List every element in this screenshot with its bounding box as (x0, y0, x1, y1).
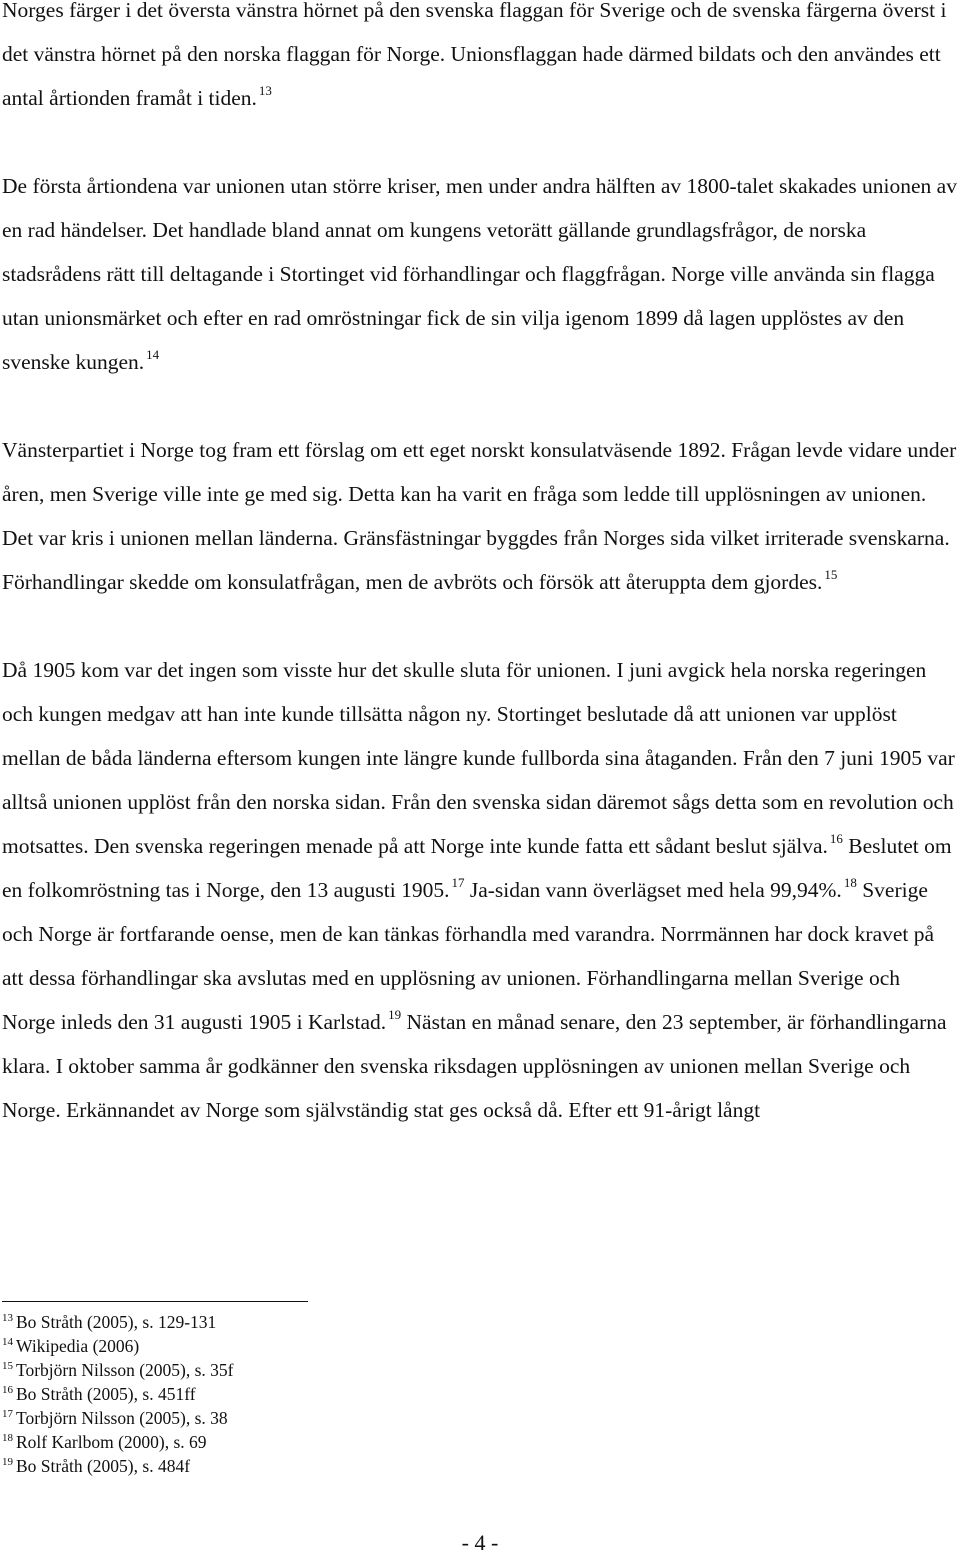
footnote-number: 13 (2, 1312, 13, 1324)
document-body (2, 0, 957, 1132)
footnote (2, 1358, 702, 1382)
page-number: - 4 - (461, 1530, 499, 1555)
footnote (2, 1406, 702, 1430)
footnote-text: Bo Stråth (2005), s. 484f (16, 1456, 191, 1476)
paragraph (2, 428, 957, 604)
footnote-text: Bo Stråth (2005), s. 129-131 (16, 1312, 217, 1332)
footnote-text: Bo Stråth (2005), s. 451ff (16, 1384, 196, 1404)
paragraph-text: De första årtiondena var unionen utan större kriser, men under andra hälften av 1800-talet skakades unionen av en rad händelser. Det handlade bland annat om kungens vetorätt gällande grundlagsfrågor, de norska stadsrådens rätt till deltagande i Stortinget vid förhandlingar och flaggfrågan. Norge ville använda sin flagga utan unionsmärket och efter en rad omröstningar fick de sin vilja igenom 1899 då lagen upplöstes av den svenske kungen. (2, 174, 957, 374)
footnote-text: Rolf Karlbom (2000), s. 69 (16, 1432, 207, 1452)
footnote-ref: 14 (146, 347, 160, 362)
paragraph-text: Vänsterpartiet i Norge tog fram ett förslag om ett eget norskt konsulatväsende 1892. Frågan levde vidare under åren, men Sverige ville inte ge med sig. Detta kan ha varit en fråga som ledde till upplösningen av unionen. Det var kris i unionen mellan länderna. Gränsfästningar byggdes från Norges sida vilket irriterade svenskarna. Förhandlingar skedde om konsulatfrågan, men de avbröts och försök att återuppta dem gjordes. (2, 438, 957, 594)
footnote-text: Torbjörn Nilsson (2005), s. 35f (16, 1360, 234, 1380)
footnote-ref: 15 (824, 567, 838, 582)
paragraph-text: Då 1905 kom var det ingen som visste hur det skulle sluta för unionen. I juni avgick hela norska regeringen och kungen medgav att han inte kunde tillsätta någon ny. Stortinget beslutade då att unionen var upplöst mellan de båda länderna eftersom kungen inte längre kunde fullborda sina åtaganden. Från den 7 juni 1905 var alltså unionen upplöst från den norska sidan. Från den svenska sidan däremot sågs detta som en revolution och motsattes. Den svenska regeringen menade på att Norge inte kunde fatta ett sådant beslut själva. (2, 658, 955, 858)
footnote-number: 15 (2, 1360, 13, 1372)
footnote-ref: 18 (843, 875, 857, 890)
footnote-separator (2, 1301, 308, 1302)
footnote-ref: 13 (258, 83, 272, 98)
paragraph-text: Sverige och Norge är fortfarande oense, men de kan tänkas förhandla med varandra. Norrmännen har dock kravet på att dessa förhandlingar ska avslutas med en upplösning av unionen. Förhandlingarna mellan Sverige och Norge inleds den 31 augusti 1905 i Karlstad. (2, 878, 935, 1034)
footnote-number: 14 (2, 1336, 13, 1348)
footnote (2, 1430, 702, 1454)
footnote (2, 1454, 702, 1478)
footnote-ref: 17 (451, 875, 465, 890)
footnote-number: 17 (2, 1408, 13, 1420)
footnote (2, 1334, 702, 1358)
footnotes (2, 1301, 702, 1478)
footnote-ref: 16 (829, 831, 843, 846)
footnote-text: Wikipedia (2006) (16, 1336, 140, 1356)
footnote-number: 19 (2, 1456, 13, 1468)
footnote-number: 16 (2, 1384, 13, 1396)
paragraph (2, 164, 957, 384)
footnote-text: Torbjörn Nilsson (2005), s. 38 (16, 1408, 228, 1428)
footnote-ref: 19 (388, 1007, 402, 1022)
paragraph-text: Norges färger i det översta vänstra hörnet på den svenska flaggan för Sverige och de svenska färgerna överst i det vänstra hörnet på den norska flaggan för Norge. Unionsflaggan hade därmed bildats och den användes ett antal årtionden framåt i tiden. (2, 0, 947, 110)
footnote-number: 18 (2, 1432, 13, 1444)
paragraph-text: Beslutet om en folkomröstning tas i Norge, den 13 augusti 1905. (2, 834, 952, 902)
footnote (2, 1310, 702, 1334)
paragraph (2, 0, 957, 120)
paragraph-text: Ja-sidan vann överlägset med hela 99,94%. (464, 878, 842, 902)
paragraph (2, 648, 957, 1132)
footnote (2, 1382, 702, 1406)
paragraph-text: Nästan en månad senare, den 23 september, är förhandlingarna klara. I oktober samma år godkänner den svenska riksdagen upplösningen av unionen mellan Sverige och Norge. Erkännandet av Norge som självständig stat ges också då. Efter ett 91-årigt långt (2, 1010, 947, 1122)
